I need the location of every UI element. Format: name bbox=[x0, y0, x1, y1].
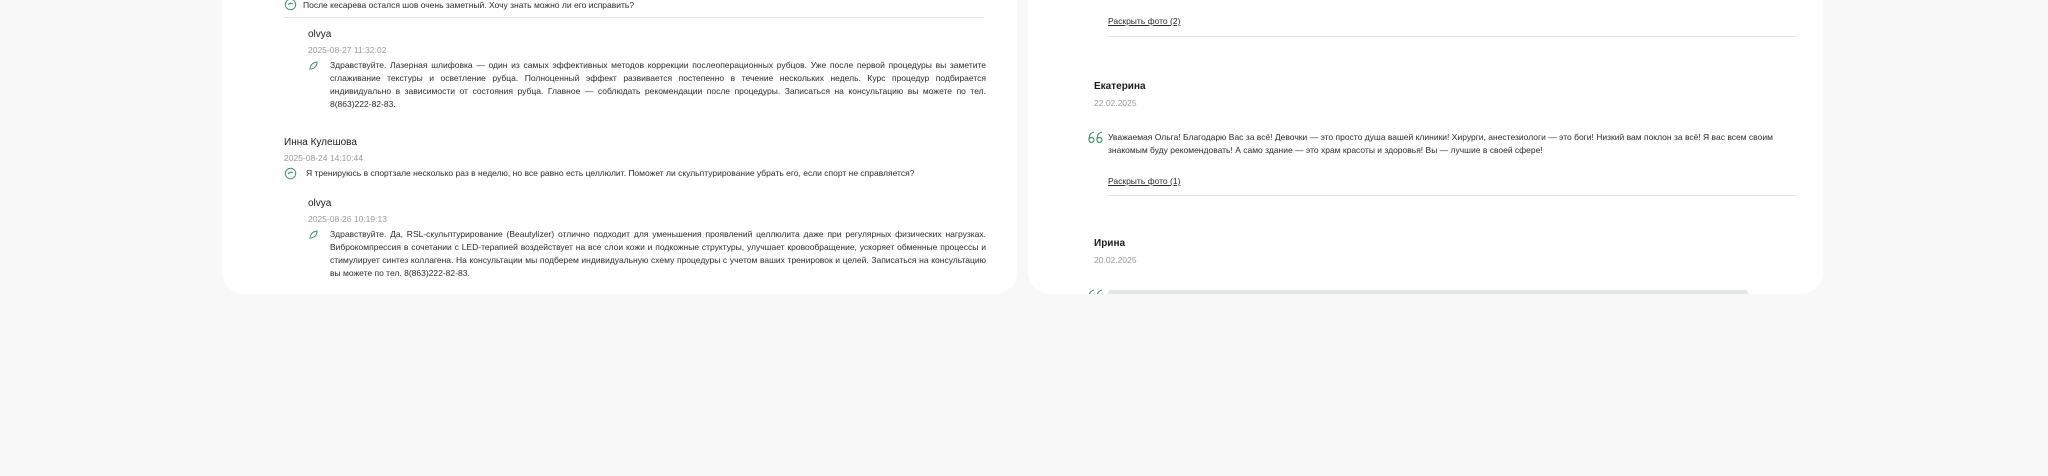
leaf-reply-icon bbox=[308, 228, 320, 240]
clipped-review-text bbox=[1108, 290, 1748, 294]
chat-bubble-icon bbox=[284, 0, 297, 11]
answer-author: olvya bbox=[308, 198, 332, 209]
question-text: Я тренируюсь в спортзале несколько раз в неделю, но все равно есть целлюлит. Поможет ли скульптурирование убрать его, если спорт не справляется? bbox=[306, 168, 915, 178]
question-item bbox=[284, 0, 634, 11]
chat-bubble-icon bbox=[284, 167, 296, 179]
review-date: 22.02.2025 bbox=[1094, 98, 1137, 108]
review-text: Уважаемая Ольга! Благодарю Вас за всё! Девочки — это просто душа вашей клиники! Хирурги, анестезиологи — это боги! Низкий вам поклон за всё! Я вас всем своим знакомым буду рекомендовать! А само здание — это храм красоты и здоровья! Вы — лучшие в своей сфере! bbox=[1108, 132, 1773, 155]
answer-date: 2025-08-27 11:32:02 bbox=[308, 45, 387, 55]
review-date: 20.02.2025 bbox=[1094, 255, 1137, 265]
divider bbox=[1108, 36, 1796, 37]
divider bbox=[1108, 195, 1796, 196]
reviews-panel bbox=[1028, 0, 1823, 294]
show-photos-link[interactable]: Раскрыть фото (2) bbox=[1108, 16, 1181, 26]
leaf-reply-icon bbox=[308, 59, 320, 71]
answer-date: 2025-08-26 10:19:13 bbox=[308, 214, 387, 224]
answer-author: olvya bbox=[308, 29, 332, 40]
divider bbox=[284, 17, 984, 18]
review-author: Ирина bbox=[1094, 238, 1126, 249]
show-photos-link[interactable]: Раскрыть фото (1) bbox=[1108, 176, 1181, 186]
review-author: Екатерина bbox=[1094, 81, 1146, 92]
question-text: После кесарева остался шов очень заметный. Хочу знать можно ли его исправить? bbox=[303, 0, 635, 10]
qa-panel bbox=[222, 0, 1017, 294]
answer-text: Здравствуйте. Да, RSL-скульптурирование (Beautylizer) отлично подходит для уменьшения проявлений целлюлита даже при регулярных физических нагрузках. Виброкомпрессия в сочетании с LED-терапией воздействует на все слои кожи и подкожные структуры, улучшает кровообращение, ускоряет обменные процессы и стимулирует синтез коллагена. На консультации мы подберем индивидуальную схему процедуры с учетом ваших тренировок и целей. Записаться на консультацию вы можете по тел. 8(863)222-82-83. bbox=[330, 229, 986, 278]
question-date: 2025-08-24 14:10:44 bbox=[284, 153, 363, 163]
quote-icon bbox=[1088, 130, 1104, 144]
question-author: Инна Кулешова bbox=[284, 137, 357, 148]
answer-text: Здравствуйте. Лазерная шлифовка — один из самых эффективных методов коррекции послеоперационных рубцов. Уже после первой процедуры вы заметите сглаживание текстуры и осветление рубца. Полноценный эффект развивается постепенно в течение нескольких недель. Курс процедур подбирается индивидуально в зависимости от состояния рубца. Главное — соблюдать рекомендации после процедуры. Записаться на консультацию вы можете по тел. 8(863)222-82-83. bbox=[330, 60, 986, 109]
quote-icon bbox=[1088, 288, 1104, 294]
